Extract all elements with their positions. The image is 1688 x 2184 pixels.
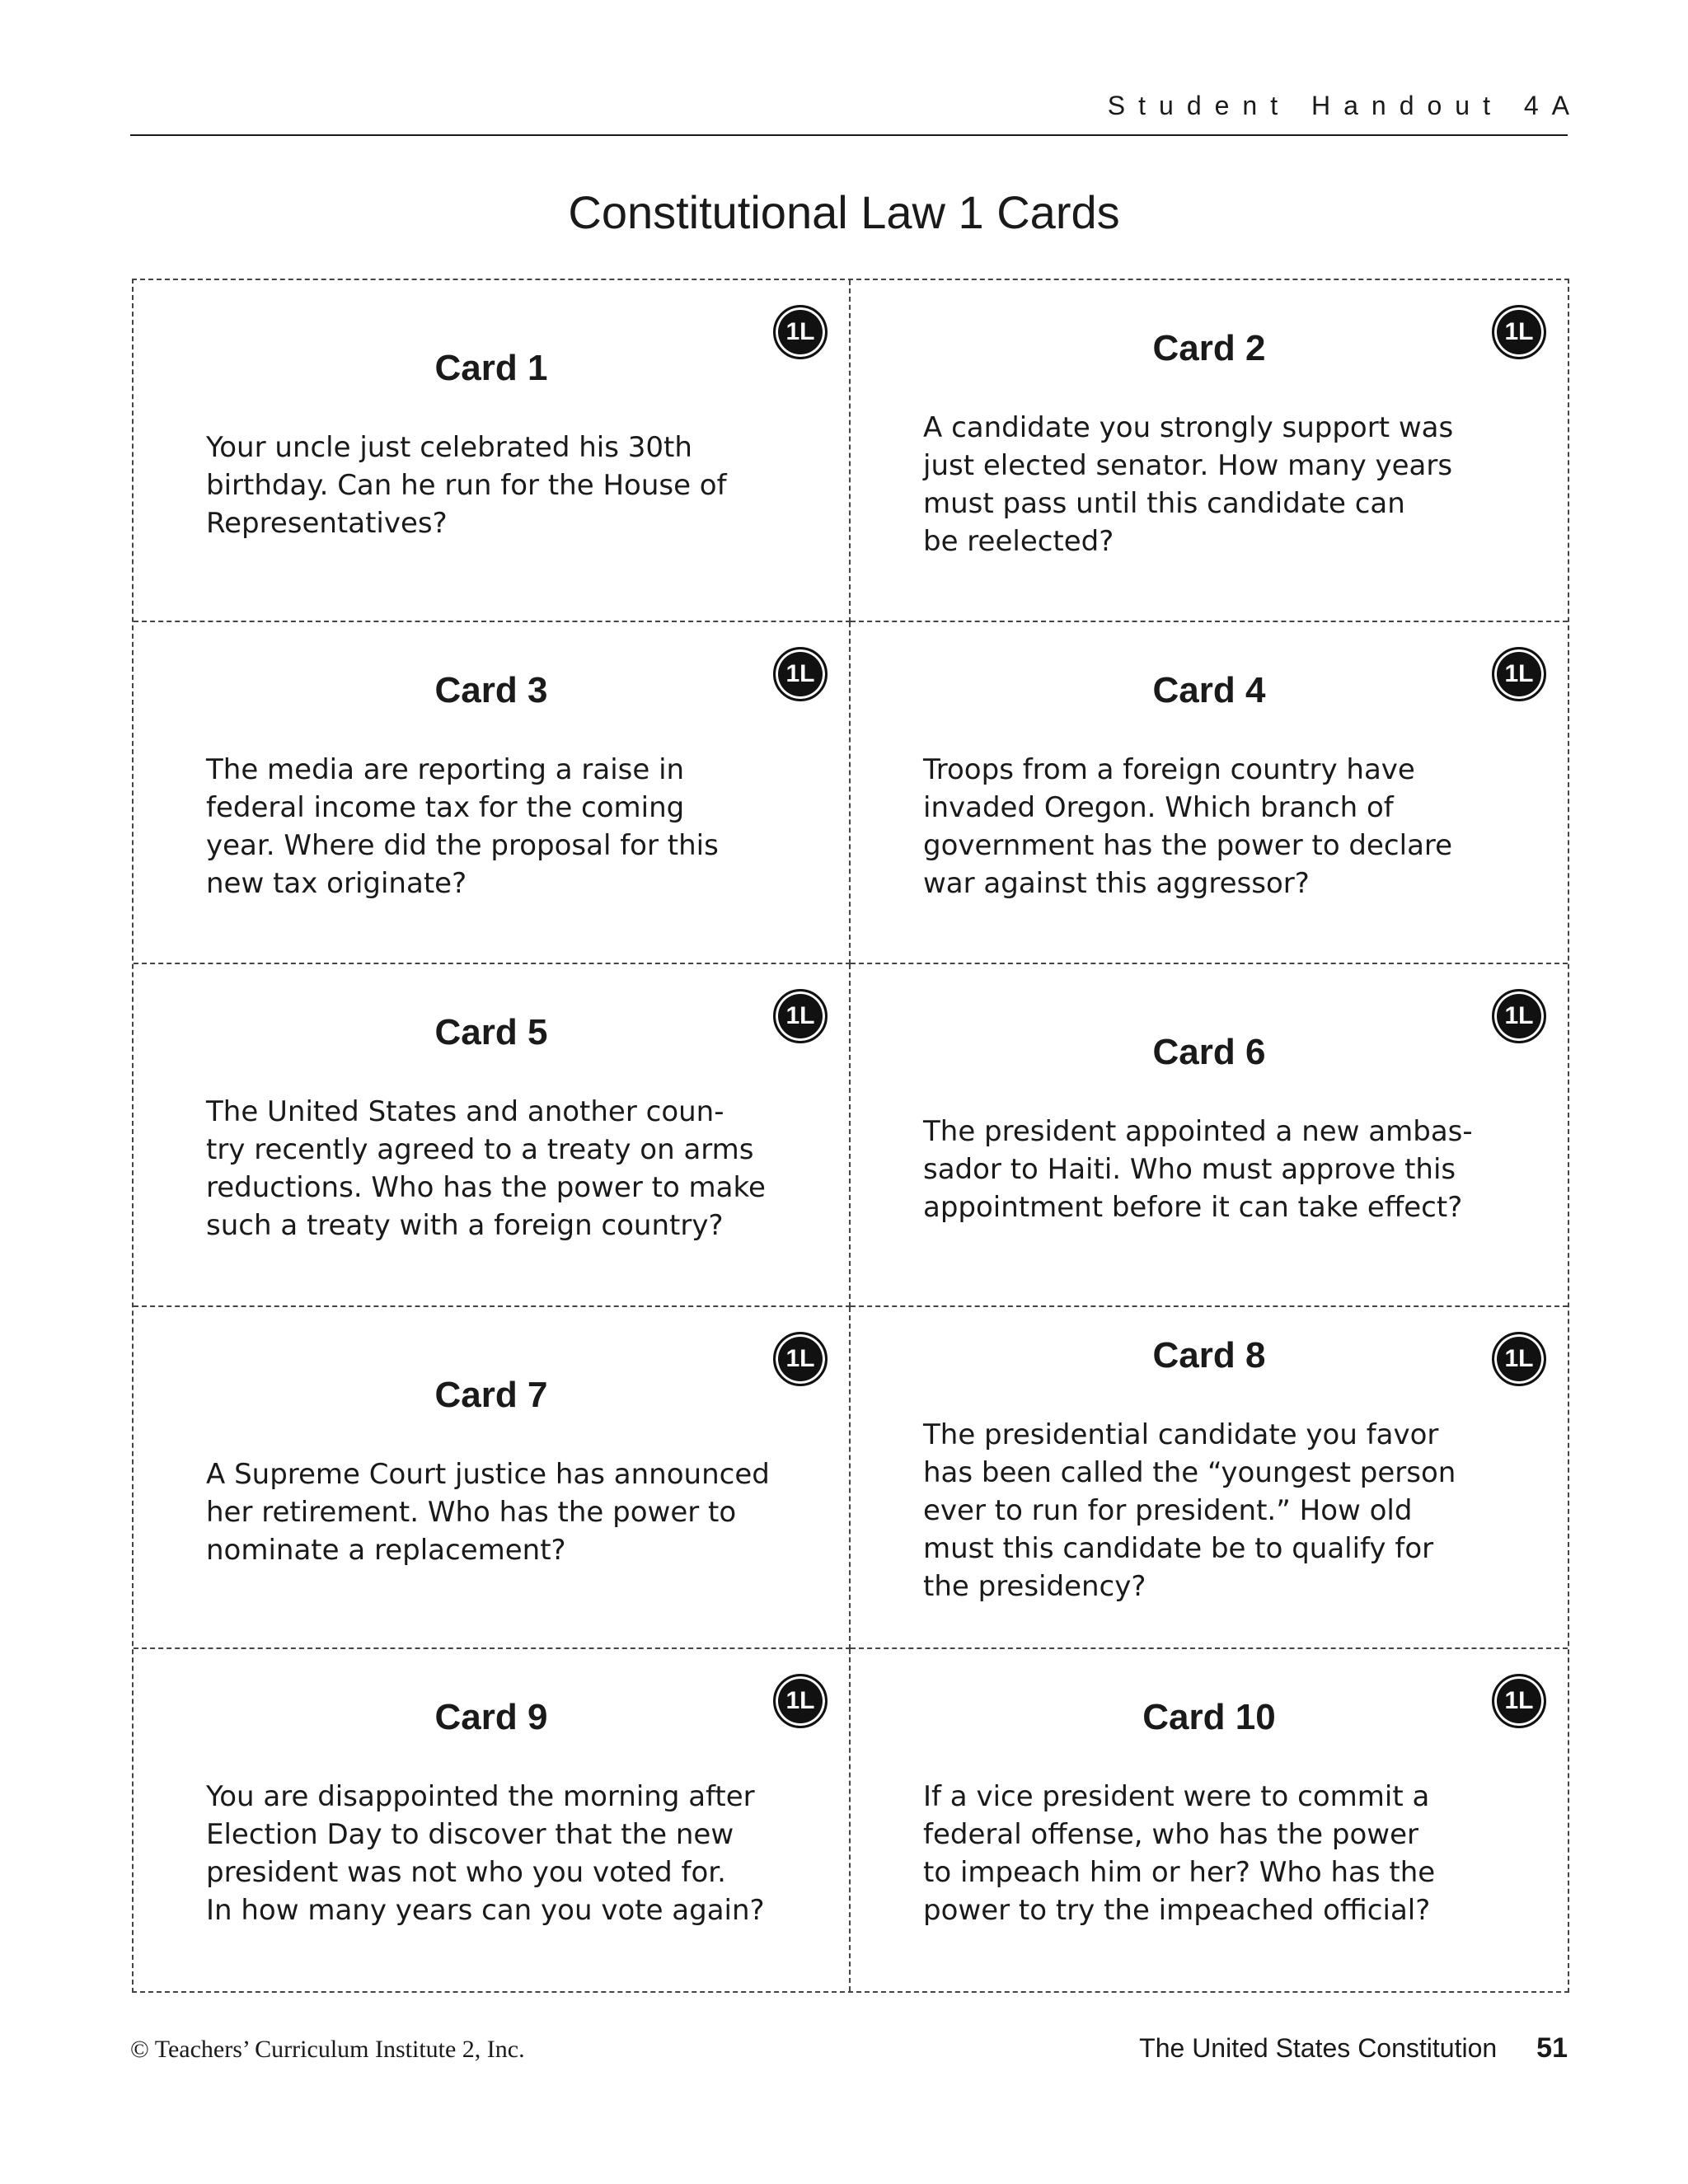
card <box>134 964 851 1306</box>
question-line: government has the power to declare <box>923 829 1453 863</box>
question-line: A candidate you strongly support was <box>923 411 1454 444</box>
question-line: power to try the impeached official? <box>923 1893 1431 1927</box>
card-question <box>923 409 1500 560</box>
question-line: nominate a replacement? <box>206 1533 566 1567</box>
card <box>851 622 1568 964</box>
footer-right <box>1139 2032 1568 2064</box>
card <box>851 964 1568 1306</box>
card-question <box>206 429 783 542</box>
question-line: must pass until this candidate can <box>923 487 1405 520</box>
question-line: The president appointed a new ambas- <box>923 1115 1473 1149</box>
1l-badge-icon: 1L <box>1492 1674 1546 1728</box>
question-line: has been called the “youngest person <box>923 1455 1456 1489</box>
card <box>851 1649 1568 1991</box>
question-line: Your uncle just celebrated his 30th <box>206 431 692 464</box>
question-line: If a vice president were to commit a <box>923 1779 1430 1813</box>
copyright-notice: © Teachers’ Curriculum Institute 2, Inc. <box>130 2036 525 2063</box>
question-line: appointment before it can take effect? <box>923 1191 1463 1225</box>
1l-badge-icon: 1L <box>773 305 828 359</box>
question-line: just elected senator. How many years <box>923 449 1453 482</box>
question-line: A Supreme Court justice has announced <box>206 1457 770 1491</box>
card-question <box>923 1778 1500 1929</box>
question-line: In how many years can you vote again? <box>206 1893 765 1927</box>
question-line: be reelected? <box>923 525 1114 558</box>
1l-badge-icon: 1L <box>773 1674 828 1728</box>
card-grid <box>132 279 1569 1993</box>
card <box>134 1307 851 1649</box>
card-question <box>206 751 783 902</box>
card <box>134 280 851 622</box>
card-question <box>923 1416 1500 1605</box>
header-rule <box>130 134 1568 136</box>
question-line: year. Where did the proposal for this <box>206 829 719 863</box>
card-question <box>206 1455 783 1569</box>
card-title: Card 6 <box>1152 1032 1266 1073</box>
question-line: must this candidate be to qualify for <box>923 1531 1434 1565</box>
card-title: Card 1 <box>434 348 548 388</box>
card-title: Card 3 <box>434 670 548 711</box>
question-line: federal income tax for the coming <box>206 791 685 825</box>
1l-badge-icon: 1L <box>773 1332 828 1386</box>
question-line: the presidency? <box>923 1569 1146 1603</box>
card-title: Card 4 <box>1152 670 1266 711</box>
card-title: Card 9 <box>434 1696 548 1737</box>
1l-badge-icon: 1L <box>773 647 828 701</box>
header-label: Student Handout 4A <box>1107 91 1582 120</box>
card <box>134 622 851 964</box>
question-line: new tax originate? <box>206 867 467 901</box>
question-line: try recently agreed to a treaty on arms <box>206 1133 754 1167</box>
1l-badge-icon: 1L <box>773 989 828 1043</box>
card-title: Card 5 <box>434 1012 548 1053</box>
question-line: birthday. Can he run for the House of <box>206 469 727 502</box>
question-line: her retirement. Who has the power to <box>206 1495 737 1529</box>
1l-badge-icon: 1L <box>1492 647 1546 701</box>
question-line: Troops from a foreign country have <box>923 753 1415 787</box>
book-title: The United States Constitution <box>1139 2033 1498 2063</box>
question-line: The media are reporting a raise in <box>206 753 685 787</box>
card-question <box>206 1778 783 1929</box>
card-title: Card 10 <box>1142 1696 1276 1737</box>
question-line: invaded Oregon. Which branch of <box>923 791 1394 825</box>
question-line: Election Day to discover that the new <box>206 1817 734 1851</box>
card-title: Card 2 <box>1152 328 1266 368</box>
question-line: ever to run for president.” How old <box>923 1493 1413 1527</box>
question-line: such a treaty with a foreign country? <box>206 1209 724 1243</box>
question-line: The United States and another coun- <box>206 1095 724 1129</box>
question-line: Representatives? <box>206 507 448 540</box>
question-line: You are disappointed the morning after <box>206 1779 755 1813</box>
page-number: 51 <box>1536 2032 1568 2064</box>
question-line: president was not who you voted for. <box>206 1855 726 1889</box>
page-title: Constitutional Law 1 Cards <box>568 186 1120 238</box>
question-line: The presidential candidate you favor <box>923 1418 1439 1451</box>
question-line: sador to Haiti. Who must approve this <box>923 1153 1456 1187</box>
1l-badge-icon: 1L <box>1492 1332 1546 1386</box>
question-line: to impeach him or her? Who has the <box>923 1855 1436 1889</box>
1l-badge-icon: 1L <box>1492 305 1546 359</box>
question-line: war against this aggressor? <box>923 867 1310 901</box>
card-title: Card 8 <box>1152 1334 1266 1376</box>
card <box>851 280 1568 622</box>
question-line: federal offense, who has the power <box>923 1817 1418 1851</box>
card <box>134 1649 851 1991</box>
question-line: reductions. Who has the power to make <box>206 1171 766 1205</box>
card-title: Card 7 <box>434 1374 548 1415</box>
card-question <box>923 751 1500 902</box>
card-question <box>206 1093 783 1244</box>
card <box>851 1307 1568 1649</box>
card-question <box>923 1113 1500 1226</box>
1l-badge-icon: 1L <box>1492 989 1546 1043</box>
